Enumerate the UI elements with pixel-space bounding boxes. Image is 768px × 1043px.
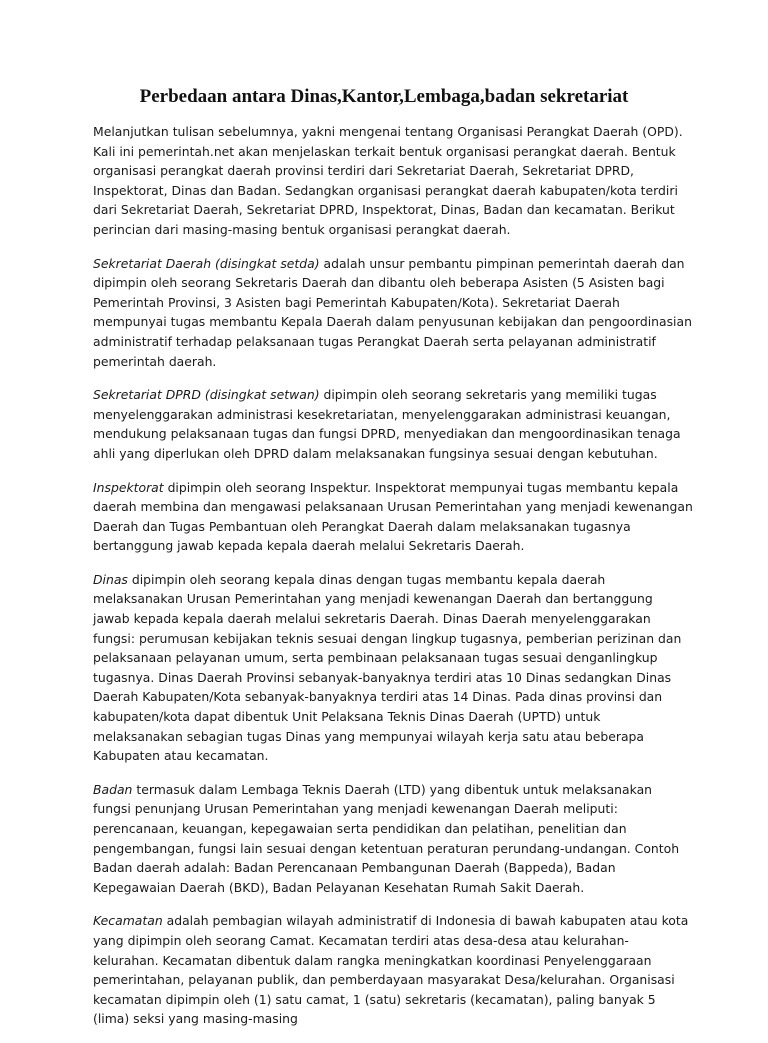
paragraph-text: termasuk dalam Lembaga Teknis Daerah (LTD) yang dibentuk untuk melaksanakan fungsi penunjang Urusan Pemerintahan yang menjadi kewenangan Daerah meliputi: perencanaan, keuangan, kepegawaian serta pendidikan dan pelatihan, penelitian dan pengembangan, fungsi lain sesuai dengan ketentuan peraturan perundang-undangan. Contoh Badan daerah adalah: Badan Perencanaan Pembangunan Daerah (Bappeda), Badan Kepegawaian Daerah (BKD), Badan Pelayanan Kesehatan Rumah Sakit Daerah.	[93, 781, 680, 895]
paragraph-term: Badan	[93, 781, 133, 797]
paragraph-text: dipimpin oleh seorang kepala dinas dengan tugas membantu kepala daerah melaksanakan Urusan Pemerintahan yang menjadi kewenangan Daerah dan bertanggung jawab kepada kepala daerah melalui sekretaris Daerah. Dinas Daerah menyelenggarakan fungsi: perumusan kebijakan teknis sesuai dengan lingkup tugasnya, pemberian perizinan dan pelaksanaan pelayanan umum, serta pembinaan pelaksanaan tugas sesuai denganlingkup tugasnya. Dinas Daerah Provinsi sebanyak-banyaknya terdiri atas 10 Dinas sedangkan Dinas Daerah Kabupaten/Kota sebanyak-banyaknya terdiri atas 14 Dinas. Pada dinas provinsi dan kabupaten/kota dapat dibentuk Unit Pelaksana Teknis Dinas Daerah (UPTD) untuk melaksanakan sebagian tugas Dinas yang mempunyai wilayah kerja satu atau beberapa Kabupaten atau kecamatan.	[93, 571, 682, 764]
paragraph-sekretariat-dprd	[93, 385, 693, 463]
paragraph-text: adalah unsur pembantu pimpinan pemerintah daerah dan dipimpin oleh seorang Sekretaris Daerah dan dibantu oleh beberapa Asisten (5 Asisten bagi Pemerintah Provinsi, 3 Asisten bagi Pemerintah Kabupaten/Kota). Sekretariat Daerah mempunyai tugas membantu Kepala Daerah dalam penyusunan kebijakan dan pengoordinasian administratif terhadap pelaksanaan tugas Perangkat Daerah serta pelayanan administratif pemerintah daerah.	[93, 255, 692, 369]
document-title: Perbedaan antara Dinas,Kantor,Lembaga,badan sekretariat	[139, 86, 629, 107]
paragraph-intro	[93, 122, 693, 240]
paragraph-term: Sekretariat DPRD (disingkat setwan)	[93, 387, 320, 403]
paragraph-text: Melanjutkan tulisan sebelumnya, yakni mengenai tentang Organisasi Perangkat Daerah (OPD). Kali ini pemerintah.net akan menjelaskan terkait bentuk organisasi perangkat daerah. Bentuk organisasi perangkat daerah provinsi terdiri dari Sekretariat Daerah, Sekretariat DPRD, Inspektorat, Dinas dan Badan. Sedangkan organisasi perangkat daerah kabupaten/kota terdiri dari Sekretariat Daerah, Sekretariat DPRD, Inspektorat, Dinas, Badan dan kecamatan. Berikut perincian dari masing-masing bentuk organisasi perangkat daerah.	[93, 124, 683, 237]
paragraph-text: dipimpin oleh seorang Inspektur. Inspektorat mempunyai tugas membantu kepala daerah membina dan mengawasi pelaksanaan Urusan Pemerintahan yang menjadi kewenangan Daerah dan Tugas Pembantuan oleh Perangkat Daerah dalam melaksanakan tugasnya bertanggung jawab kepada kepala daerah melalui Sekretaris Daerah.	[93, 479, 693, 554]
paragraph-sekretariat-daerah	[93, 254, 693, 372]
paragraph-text: adalah pembagian wilayah administratif di Indonesia di bawah kabupaten atau kota yang dipimpin oleh seorang Camat. Kecamatan terdiri atas desa-desa atau kelurahan-kelurahan. Kecamatan dibentuk dalam rangka meningkatkan koordinasi Penyelenggaraan pemerintahan, pelayanan publik, dan pemberdayaan masyarakat Desa/kelurahan. Organisasi kecamatan dipimpin oleh (1) satu camat, 1 (satu) sekretaris (kecamatan), paling banyak 5 (lima) seksi yang masing-masing	[93, 913, 689, 1027]
paragraph-dinas	[93, 570, 693, 766]
document-body	[93, 122, 693, 1043]
paragraph-inspektorat	[93, 478, 693, 556]
paragraph-kecamatan	[93, 911, 693, 1029]
paragraph-term: Dinas	[93, 571, 128, 587]
paragraph-text: dipimpin oleh seorang sekretaris yang memiliki tugas menyelenggarakan administrasi kesekretariatan, menyelenggarakan administrasi keuangan, mendukung pelaksanaan tugas dan fungsi DPRD, menyediakan dan mengoordinasikan tenaga ahli yang diperlukan oleh DPRD dalam melaksanakan fungsinya sesuai dengan kebutuhan.	[93, 387, 681, 461]
paragraph-term: Kecamatan	[93, 913, 163, 929]
paragraph-term: Inspektorat	[93, 479, 164, 495]
paragraph-badan	[93, 780, 693, 898]
paragraph-term: Sekretariat Daerah (disingkat setda)	[93, 255, 320, 271]
